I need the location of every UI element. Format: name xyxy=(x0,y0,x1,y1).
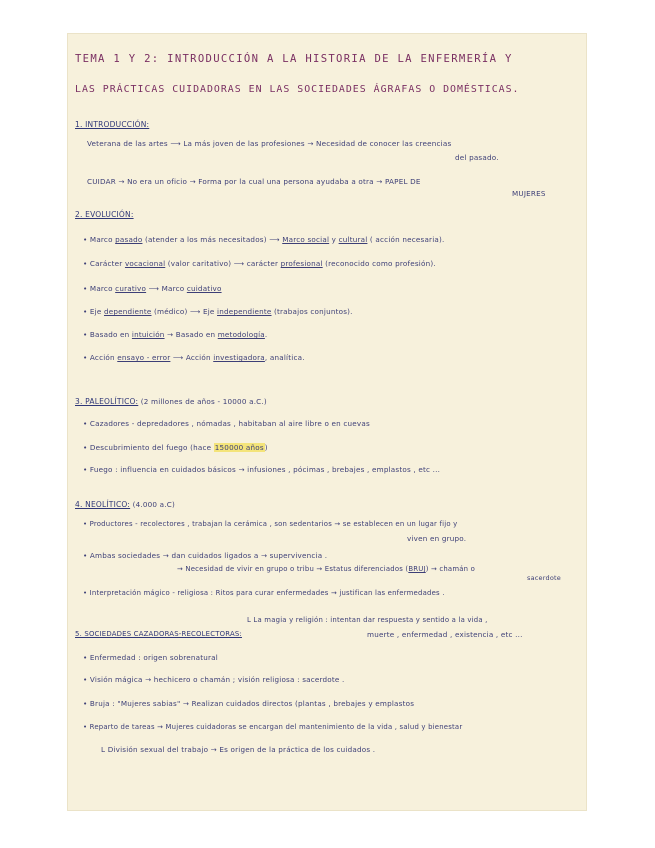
evolution-bullet-3: • Marco curativo ⟶ Marco cuidativo xyxy=(83,284,222,293)
evolution-bullet-6: • Acción ensayo - error ⟶ Acción investigadora, analítica. xyxy=(83,353,305,362)
section-heading-paleolitico: 3. PALEOLÍTICO: (2 millones de años - 10000 a.C.) xyxy=(75,397,267,406)
neolithic-bullet-1-cont: viven en grupo. xyxy=(407,534,467,543)
neolithic-bullet-2: • Ambas sociedades → dan cuidados ligados a → supervivencia . xyxy=(83,551,328,560)
societies-bullet-4: • Reparto de tareas → Mujeres cuidadoras se encargan del mantenimiento de la vida , salud y bienestar xyxy=(83,723,463,731)
societies-bullet-1: • Enfermedad : origen sobrenatural xyxy=(83,653,218,662)
neolithic-bullet-3-sub-cont: muerte , enfermedad , existencia , etc ... xyxy=(367,630,523,639)
intro-line-2-cont: MUJERES xyxy=(512,189,546,198)
paleolithic-bullet-3: • Fuego : influencia en cuidados básicos → infusiones , pócimas , brebajes , emplastos , etc ... xyxy=(83,465,441,474)
evolution-bullet-2: • Carácter vocacional (valor caritativo) ⟶ carácter profesional (reconocido como profesión). xyxy=(83,259,436,268)
neolithic-bullet-3: • Interpretación mágico - religiosa : Ritos para curar enfermedades → justifican las enfermedades . xyxy=(83,589,445,597)
evolution-bullet-1: • Marco pasado (atender a los más necesitados) ⟶ Marco social y cultural ( acción necesaria). xyxy=(83,235,445,244)
societies-bullet-2: • Visión mágica → hechicero o chamán ; visión religiosa : sacerdote . xyxy=(83,675,345,684)
intro-line-2: CUIDAR → No era un oficio → Forma por la cual una persona ayudaba a otra → PAPEL DE xyxy=(87,177,421,186)
intro-line-1: Veterana de las artes ⟶ La más joven de las profesiones → Necesidad de conocer las creencias xyxy=(87,139,452,148)
evolution-bullet-4: • Eje dependiente (médico) ⟶ Eje independiente (trabajos conjuntos). xyxy=(83,307,353,316)
neolithic-bullet-2-cont: → Necesidad de vivir en grupo o tribu → Estatus diferenciados (BRUJ) → chamán o xyxy=(177,565,476,573)
societies-bullet-3: • Bruja : "Mujeres sabias" → Realizan cuidados directos (plantas , brebajes y emplastos xyxy=(83,699,415,708)
neolithic-bullet-1: • Productores - recolectores , trabajan la cerámica , son sedentarios → se establecen en un lugar fijo y xyxy=(83,520,458,528)
paleolithic-bullet-2: • Descubrimiento del fuego (hace 150000 años) xyxy=(83,443,268,452)
evolution-bullet-5: • Basado en intuición → Basado en metodología. xyxy=(83,330,268,339)
highlighted-date: 150000 años xyxy=(214,443,264,452)
title-line-2: LAS PRÁCTICAS CUIDADORAS EN LAS SOCIEDADES ÁGRAFAS O DOMÉSTICAS. xyxy=(75,84,520,95)
societies-bullet-4-sub: L División sexual del trabajo → Es origen de la práctica de los cuidados . xyxy=(101,745,376,754)
neolithic-bullet-2-cont2: sacerdote xyxy=(527,574,561,582)
paleolithic-bullet-1: • Cazadores - depredadores , nómadas , habitaban al aire libre o en cuevas xyxy=(83,419,370,428)
section-heading-evolucion: 2. EVOLUCIÓN: xyxy=(75,210,134,219)
title-line-1: TEMA 1 Y 2: INTRODUCCIÓN A LA HISTORIA DE LA ENFERMERÍA Y xyxy=(75,53,513,65)
section-heading-sociedades: 5. SOCIEDADES CAZADORAS-RECOLECTORAS: xyxy=(75,630,242,638)
section-heading-introduccion: 1. INTRODUCCIÓN: xyxy=(75,120,150,129)
intro-line-1-cont: del pasado. xyxy=(455,153,499,162)
notebook-page xyxy=(67,33,587,811)
section-heading-neolitico: 4. NEOLÍTICO: (4.000 a.C) xyxy=(75,500,175,509)
neolithic-bullet-3-sub: L La magia y religión : intentan dar respuesta y sentido a la vida , xyxy=(247,616,488,624)
